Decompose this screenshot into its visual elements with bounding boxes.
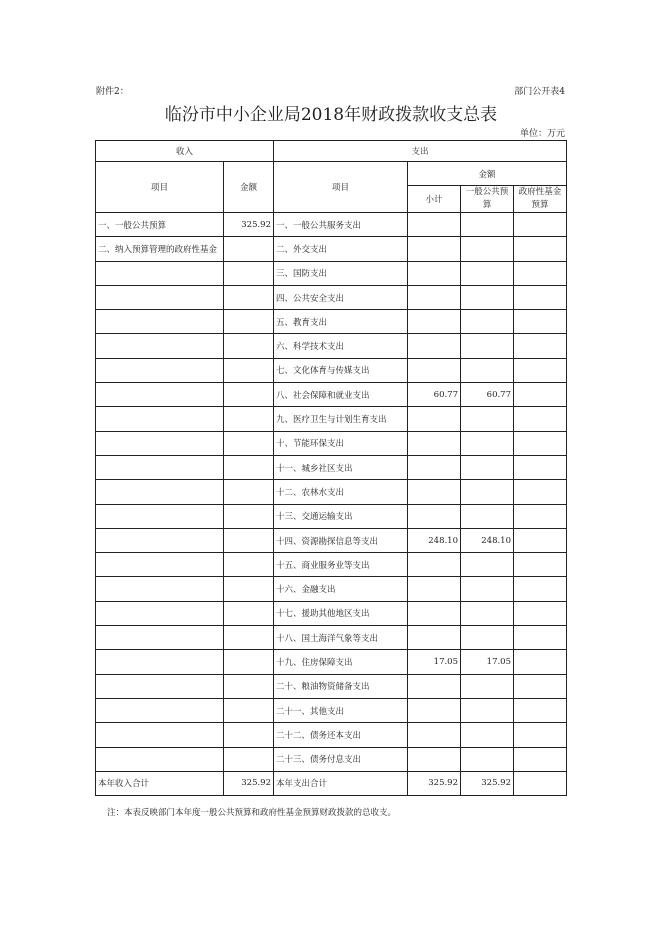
totals-row <box>96 771 567 795</box>
cell-general <box>461 310 514 334</box>
cell-subtotal: 248.10 <box>408 528 461 552</box>
cell-fund <box>514 650 567 674</box>
cell-exp-item: 二十、粮油物资储备支出 <box>274 674 408 698</box>
cell-exp-item: 十八、国土海洋气象等支出 <box>274 626 408 650</box>
table-code: 部门公开表4 <box>514 87 565 97</box>
cell-fund <box>514 747 567 771</box>
cell-general <box>461 213 514 237</box>
cell-fund <box>514 285 567 309</box>
cell-subtotal <box>408 504 461 528</box>
cell-exp-item: 九、医疗卫生与计划生育支出 <box>274 407 408 431</box>
cell-income-item <box>96 480 224 504</box>
cell-income-item <box>96 261 224 285</box>
cell-exp-item: 十七、援助其他地区支出 <box>274 601 408 625</box>
cell-income-item <box>96 577 224 601</box>
table-row <box>96 601 567 625</box>
cell-general <box>461 553 514 577</box>
income-item-header: 项目 <box>96 162 224 213</box>
total-fund <box>514 771 567 795</box>
cell-fund <box>514 723 567 747</box>
cell-general <box>461 334 514 358</box>
cell-income-item <box>96 383 224 407</box>
cell-exp-item: 十、节能环保支出 <box>274 431 408 455</box>
expense-header: 支出 <box>274 141 567 162</box>
cell-subtotal <box>408 431 461 455</box>
cell-fund <box>514 334 567 358</box>
total-general: 325.92 <box>461 771 514 795</box>
table-row <box>96 261 567 285</box>
table-row <box>96 455 567 479</box>
table-row <box>96 674 567 698</box>
cell-exp-item: 二十二、债务还本支出 <box>274 723 408 747</box>
cell-income-amount <box>224 698 274 722</box>
table-row <box>96 431 567 455</box>
table-row <box>96 310 567 334</box>
cell-subtotal <box>408 261 461 285</box>
cell-income-item: 二、纳入预算管理的政府性基金 <box>96 237 224 261</box>
cell-general <box>461 237 514 261</box>
cell-exp-item: 二十三、债务付息支出 <box>274 747 408 771</box>
table-row <box>96 334 567 358</box>
cell-fund <box>514 553 567 577</box>
cell-income-amount: 325.92 <box>224 213 274 237</box>
cell-subtotal <box>408 237 461 261</box>
table-row <box>96 237 567 261</box>
attachment-label: 附件2： <box>96 87 129 97</box>
cell-income-amount <box>224 553 274 577</box>
table-row <box>96 504 567 528</box>
cell-subtotal <box>408 577 461 601</box>
cell-income-item <box>96 285 224 309</box>
cell-fund <box>514 528 567 552</box>
budget-table <box>95 140 567 796</box>
cell-general <box>461 698 514 722</box>
cell-exp-item: 八、社会保障和就业支出 <box>274 383 408 407</box>
footnote: 注：本表反映部门本年度一般公共预算和政府性基金预算财政拨款的总收支。 <box>107 808 397 818</box>
cell-income-amount <box>224 674 274 698</box>
table-row <box>96 747 567 771</box>
cell-income-item <box>96 747 224 771</box>
cell-exp-item: 十六、金融支出 <box>274 577 408 601</box>
cell-general <box>461 261 514 285</box>
cell-general: 248.10 <box>461 528 514 552</box>
cell-income-amount <box>224 383 274 407</box>
cell-subtotal: 17.05 <box>408 650 461 674</box>
cell-exp-item: 一、一般公共服务支出 <box>274 213 408 237</box>
cell-fund <box>514 577 567 601</box>
cell-subtotal <box>408 601 461 625</box>
cell-exp-item: 十五、商业服务业等支出 <box>274 553 408 577</box>
cell-fund <box>514 601 567 625</box>
cell-fund <box>514 674 567 698</box>
cell-income-item <box>96 650 224 674</box>
cell-subtotal: 60.77 <box>408 383 461 407</box>
cell-income-amount <box>224 358 274 382</box>
cell-general <box>461 455 514 479</box>
cell-exp-item: 十四、资源勘探信息等支出 <box>274 528 408 552</box>
cell-income-amount <box>224 480 274 504</box>
table-row <box>96 407 567 431</box>
cell-subtotal <box>408 674 461 698</box>
expense-amount-header: 金额 <box>408 162 567 186</box>
cell-subtotal <box>408 626 461 650</box>
cell-income-amount <box>224 577 274 601</box>
cell-income-item <box>96 455 224 479</box>
cell-general <box>461 358 514 382</box>
table-row <box>96 553 567 577</box>
table-row <box>96 383 567 407</box>
cell-income-amount <box>224 285 274 309</box>
unit-label: 单位：万元 <box>519 129 565 139</box>
cell-general: 60.77 <box>461 383 514 407</box>
cell-income-item <box>96 358 224 382</box>
table-row <box>96 480 567 504</box>
cell-general <box>461 577 514 601</box>
cell-subtotal <box>408 480 461 504</box>
cell-subtotal <box>408 358 461 382</box>
cell-fund <box>514 237 567 261</box>
cell-subtotal <box>408 334 461 358</box>
table-row <box>96 723 567 747</box>
cell-fund <box>514 698 567 722</box>
cell-income-amount <box>224 747 274 771</box>
table-row <box>96 577 567 601</box>
cell-general <box>461 480 514 504</box>
cell-income-amount <box>224 261 274 285</box>
cell-income-item <box>96 407 224 431</box>
expense-item-header: 项目 <box>274 162 408 213</box>
cell-income-amount <box>224 237 274 261</box>
cell-subtotal <box>408 455 461 479</box>
cell-exp-item: 七、文化体育与传媒支出 <box>274 358 408 382</box>
cell-subtotal <box>408 407 461 431</box>
total-subtotal: 325.92 <box>408 771 461 795</box>
cell-general <box>461 285 514 309</box>
cell-general <box>461 504 514 528</box>
cell-income-amount <box>224 528 274 552</box>
cell-exp-item: 三、国防支出 <box>274 261 408 285</box>
cell-fund <box>514 626 567 650</box>
subtotal-header: 小计 <box>408 186 461 213</box>
cell-subtotal <box>408 553 461 577</box>
general-budget-header: 一般公共预算 <box>461 186 514 213</box>
cell-income-item <box>96 626 224 650</box>
income-amount-header: 金额 <box>224 162 274 213</box>
gov-fund-header: 政府性基金预算 <box>514 186 567 213</box>
cell-subtotal <box>408 213 461 237</box>
cell-exp-item: 十二、农林水支出 <box>274 480 408 504</box>
cell-income-item <box>96 528 224 552</box>
cell-income-amount <box>224 650 274 674</box>
table-row <box>96 528 567 552</box>
table-row <box>96 285 567 309</box>
cell-income-item <box>96 674 224 698</box>
cell-income-amount <box>224 601 274 625</box>
cell-fund <box>514 383 567 407</box>
cell-general <box>461 747 514 771</box>
cell-exp-item: 二十一、其他支出 <box>274 698 408 722</box>
cell-exp-item: 六、科学技术支出 <box>274 334 408 358</box>
cell-income-item <box>96 723 224 747</box>
cell-exp-item: 四、公共安全支出 <box>274 285 408 309</box>
cell-fund <box>514 213 567 237</box>
cell-general <box>461 626 514 650</box>
table-row <box>96 358 567 382</box>
total-exp-label: 本年支出合计 <box>274 771 408 795</box>
cell-fund <box>514 261 567 285</box>
table-row <box>96 698 567 722</box>
cell-subtotal <box>408 723 461 747</box>
cell-general <box>461 723 514 747</box>
cell-exp-item: 五、教育支出 <box>274 310 408 334</box>
cell-fund <box>514 358 567 382</box>
cell-fund <box>514 431 567 455</box>
cell-income-item <box>96 698 224 722</box>
cell-income-amount <box>224 626 274 650</box>
cell-income-amount <box>224 407 274 431</box>
cell-income-amount <box>224 723 274 747</box>
cell-exp-item: 十九、住房保障支出 <box>274 650 408 674</box>
cell-general <box>461 431 514 455</box>
cell-fund <box>514 455 567 479</box>
cell-income-item <box>96 504 224 528</box>
cell-exp-item: 二、外交支出 <box>274 237 408 261</box>
cell-subtotal <box>408 285 461 309</box>
cell-income-amount <box>224 504 274 528</box>
cell-fund <box>514 504 567 528</box>
cell-income-amount <box>224 431 274 455</box>
cell-subtotal <box>408 698 461 722</box>
cell-general <box>461 674 514 698</box>
table-row <box>96 650 567 674</box>
cell-income-item <box>96 334 224 358</box>
cell-fund <box>514 407 567 431</box>
cell-general: 17.05 <box>461 650 514 674</box>
income-header: 收入 <box>96 141 274 162</box>
cell-general <box>461 407 514 431</box>
table-row <box>96 626 567 650</box>
cell-income-amount <box>224 310 274 334</box>
total-income-amount: 325.92 <box>224 771 274 795</box>
cell-income-amount <box>224 334 274 358</box>
table-row <box>96 213 567 237</box>
cell-income-amount <box>224 455 274 479</box>
cell-income-item <box>96 431 224 455</box>
cell-income-item <box>96 310 224 334</box>
cell-income-item: 一、一般公共预算 <box>96 213 224 237</box>
page-title: 临汾市中小企业局2018年财政拨款收支总表 <box>164 105 498 125</box>
cell-general <box>461 601 514 625</box>
cell-exp-item: 十三、交通运输支出 <box>274 504 408 528</box>
cell-income-item <box>96 553 224 577</box>
cell-income-item <box>96 601 224 625</box>
cell-fund <box>514 310 567 334</box>
cell-subtotal <box>408 747 461 771</box>
cell-fund <box>514 480 567 504</box>
total-income-label: 本年收入合计 <box>96 771 224 795</box>
cell-exp-item: 十一、城乡社区支出 <box>274 455 408 479</box>
cell-subtotal <box>408 310 461 334</box>
